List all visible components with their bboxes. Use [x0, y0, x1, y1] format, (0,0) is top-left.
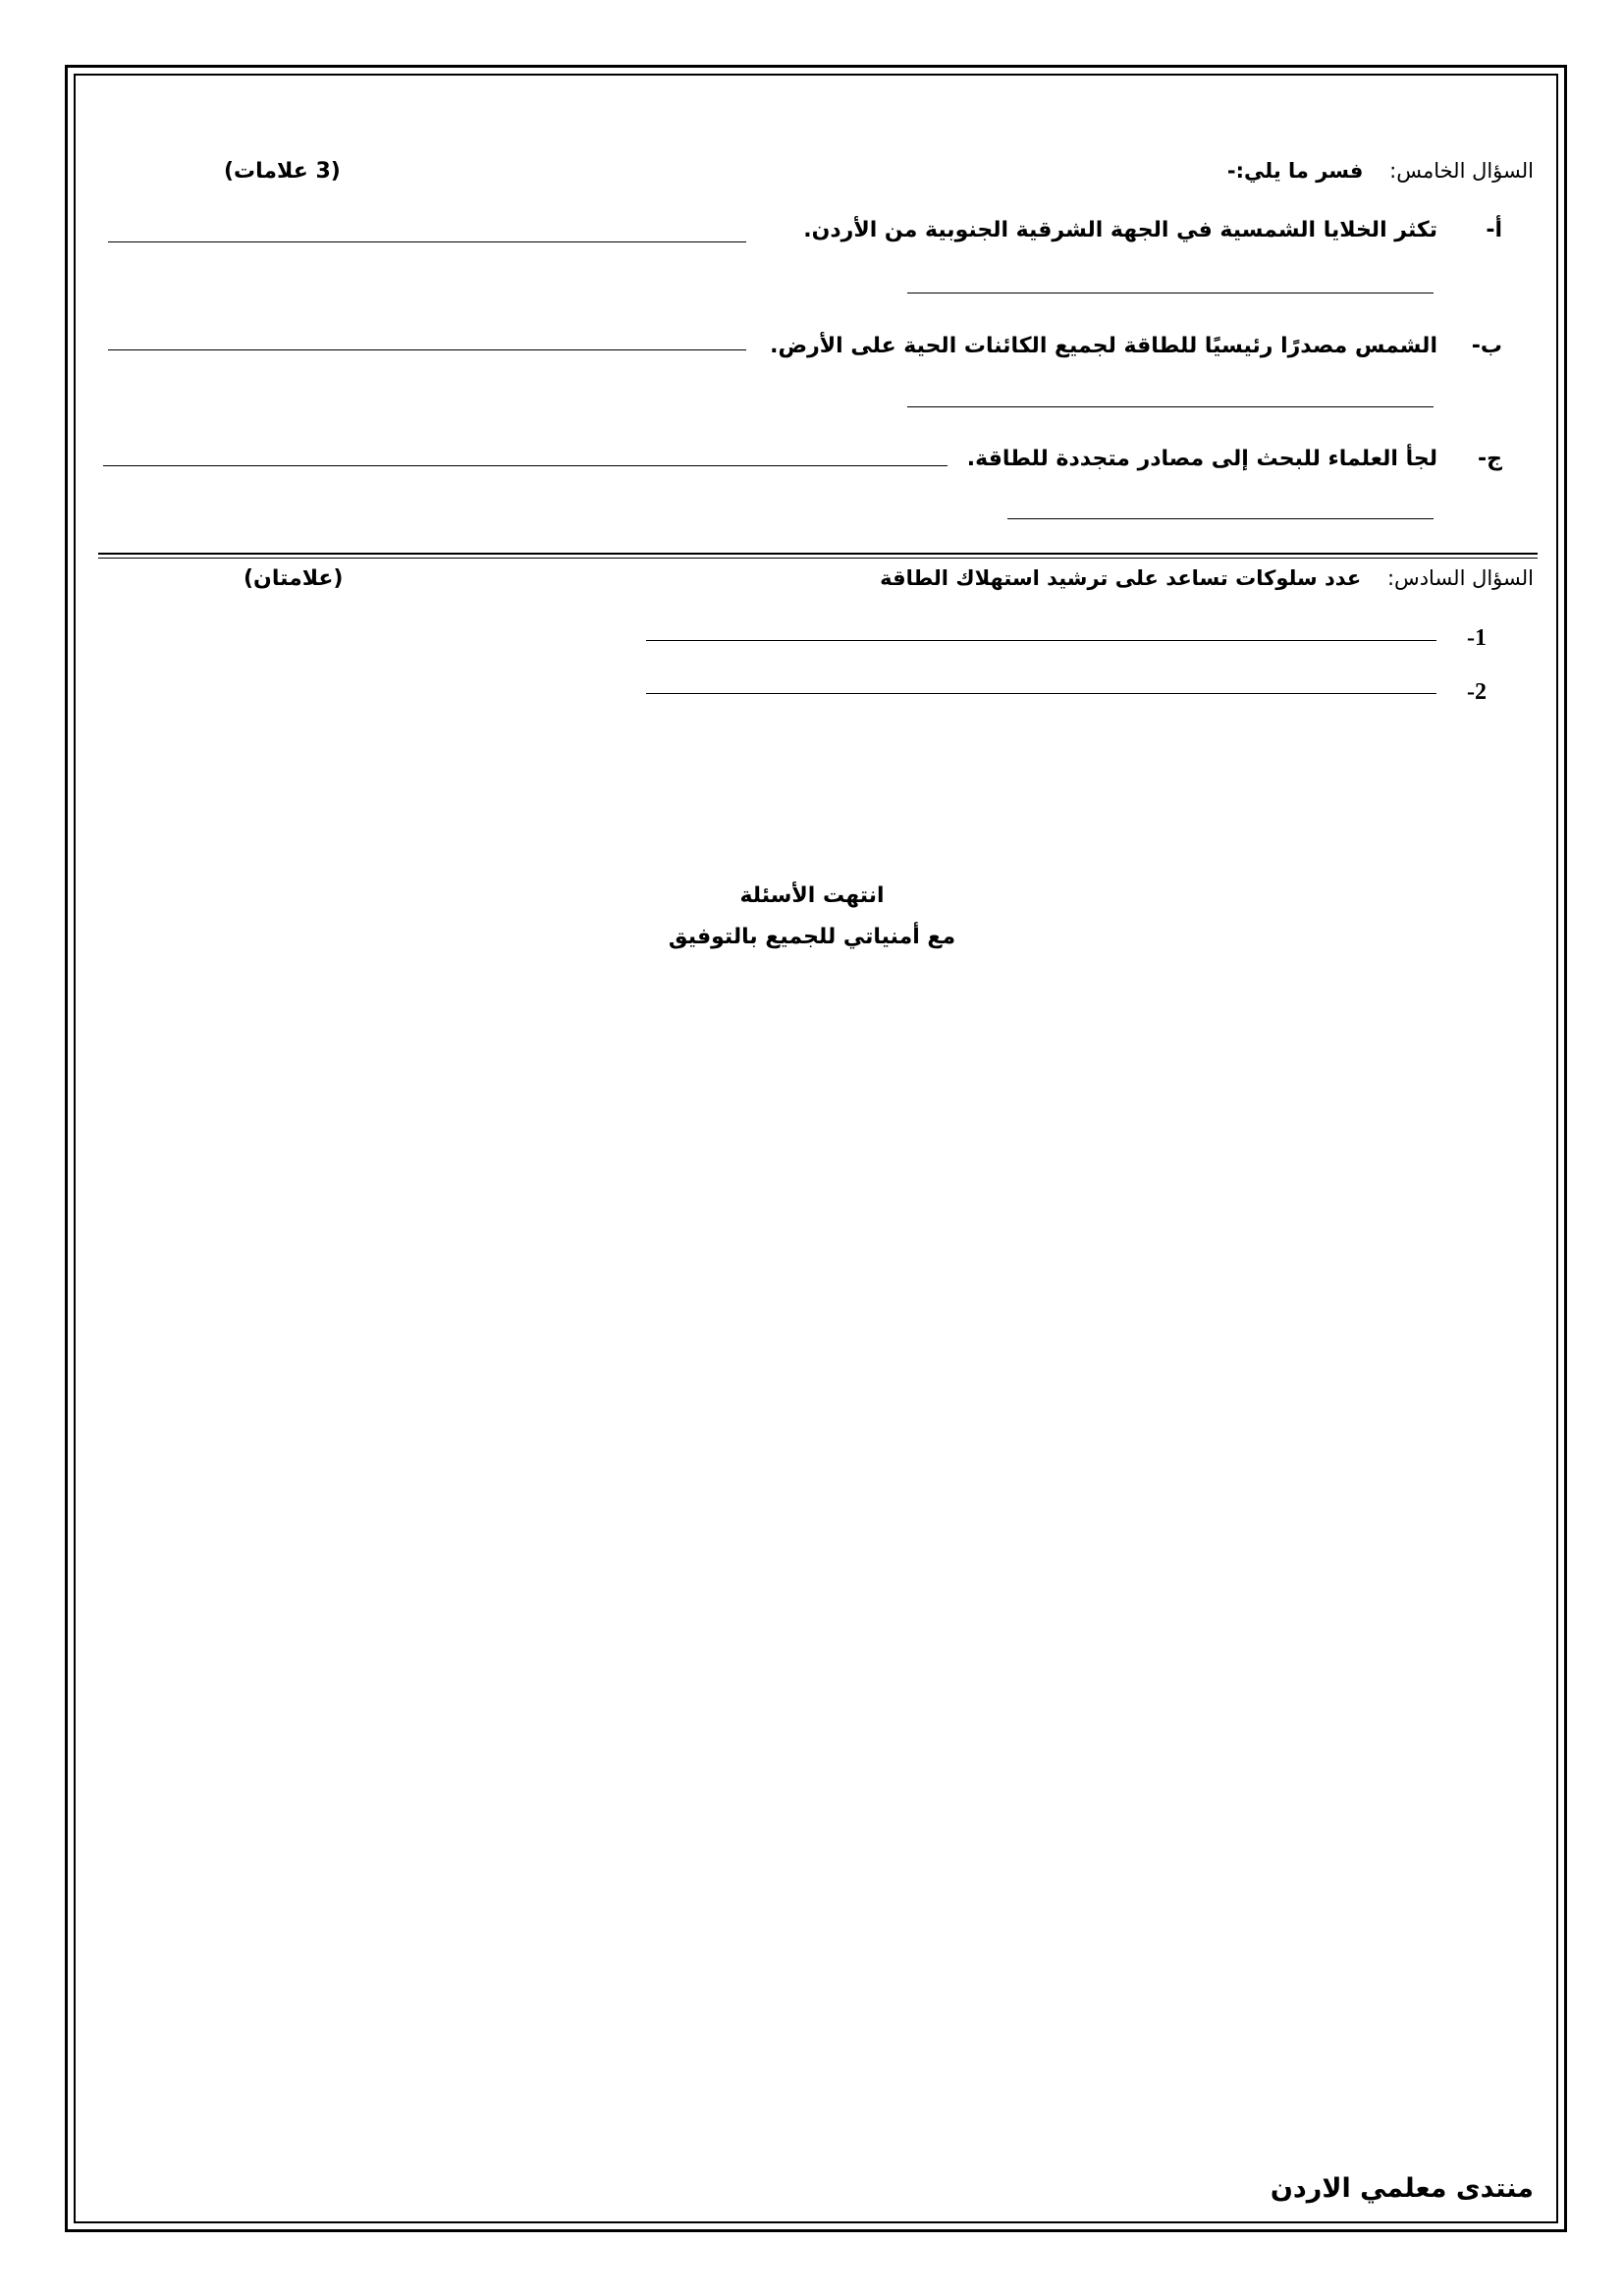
q5-marks: (3 علامات) — [224, 159, 341, 184]
q5-label: السؤال الخامس: — [1389, 159, 1534, 183]
q6-heading — [880, 566, 1534, 590]
answer-line — [1007, 518, 1434, 519]
answer-line — [646, 640, 1436, 641]
q5-item-b-text: الشمس مصدرًا رئيسيًا للطاقة لجميع الكائنات الحية على الأرض. — [770, 334, 1437, 358]
q6-number-2: 2- — [1467, 679, 1487, 705]
answer-line — [108, 349, 746, 350]
page-border-inner — [74, 74, 1558, 2223]
closing-line-2: مع أمنياتي للجميع بالتوفيق — [668, 925, 956, 949]
q6-number-1: 1- — [1467, 625, 1487, 651]
q5-heading — [1227, 159, 1534, 183]
answer-line — [907, 293, 1434, 294]
section-divider — [98, 553, 1538, 555]
q5-item-c-letter: ج- — [1478, 447, 1502, 471]
answer-line — [108, 241, 746, 242]
q6-marks: (علامتان) — [244, 566, 344, 591]
q5-item-c-text: لجأ العلماء للبحث إلى مصادر متجددة للطاقة. — [966, 447, 1437, 471]
q5-item-b-letter: ب- — [1471, 334, 1502, 358]
q5-instruction: فسر ما يلي:- — [1226, 159, 1364, 183]
footer-text: منتدى معلمي الاردن — [1270, 2173, 1534, 2204]
answer-line — [907, 406, 1434, 407]
answer-line — [646, 693, 1436, 694]
q6-instruction: عدد سلوكات تساعد على ترشيد استهلاك الطاقة — [880, 566, 1362, 590]
answer-line — [103, 465, 947, 466]
q6-label: السؤال السادس: — [1386, 566, 1534, 590]
q5-item-a-letter: أ- — [1486, 218, 1502, 242]
q5-item-a-text: تكثر الخلايا الشمسية في الجهة الشرقية الجنوبية من الأردن. — [803, 218, 1437, 242]
section-divider — [98, 558, 1538, 559]
closing-line-1: انتهت الأسئلة — [739, 883, 885, 908]
